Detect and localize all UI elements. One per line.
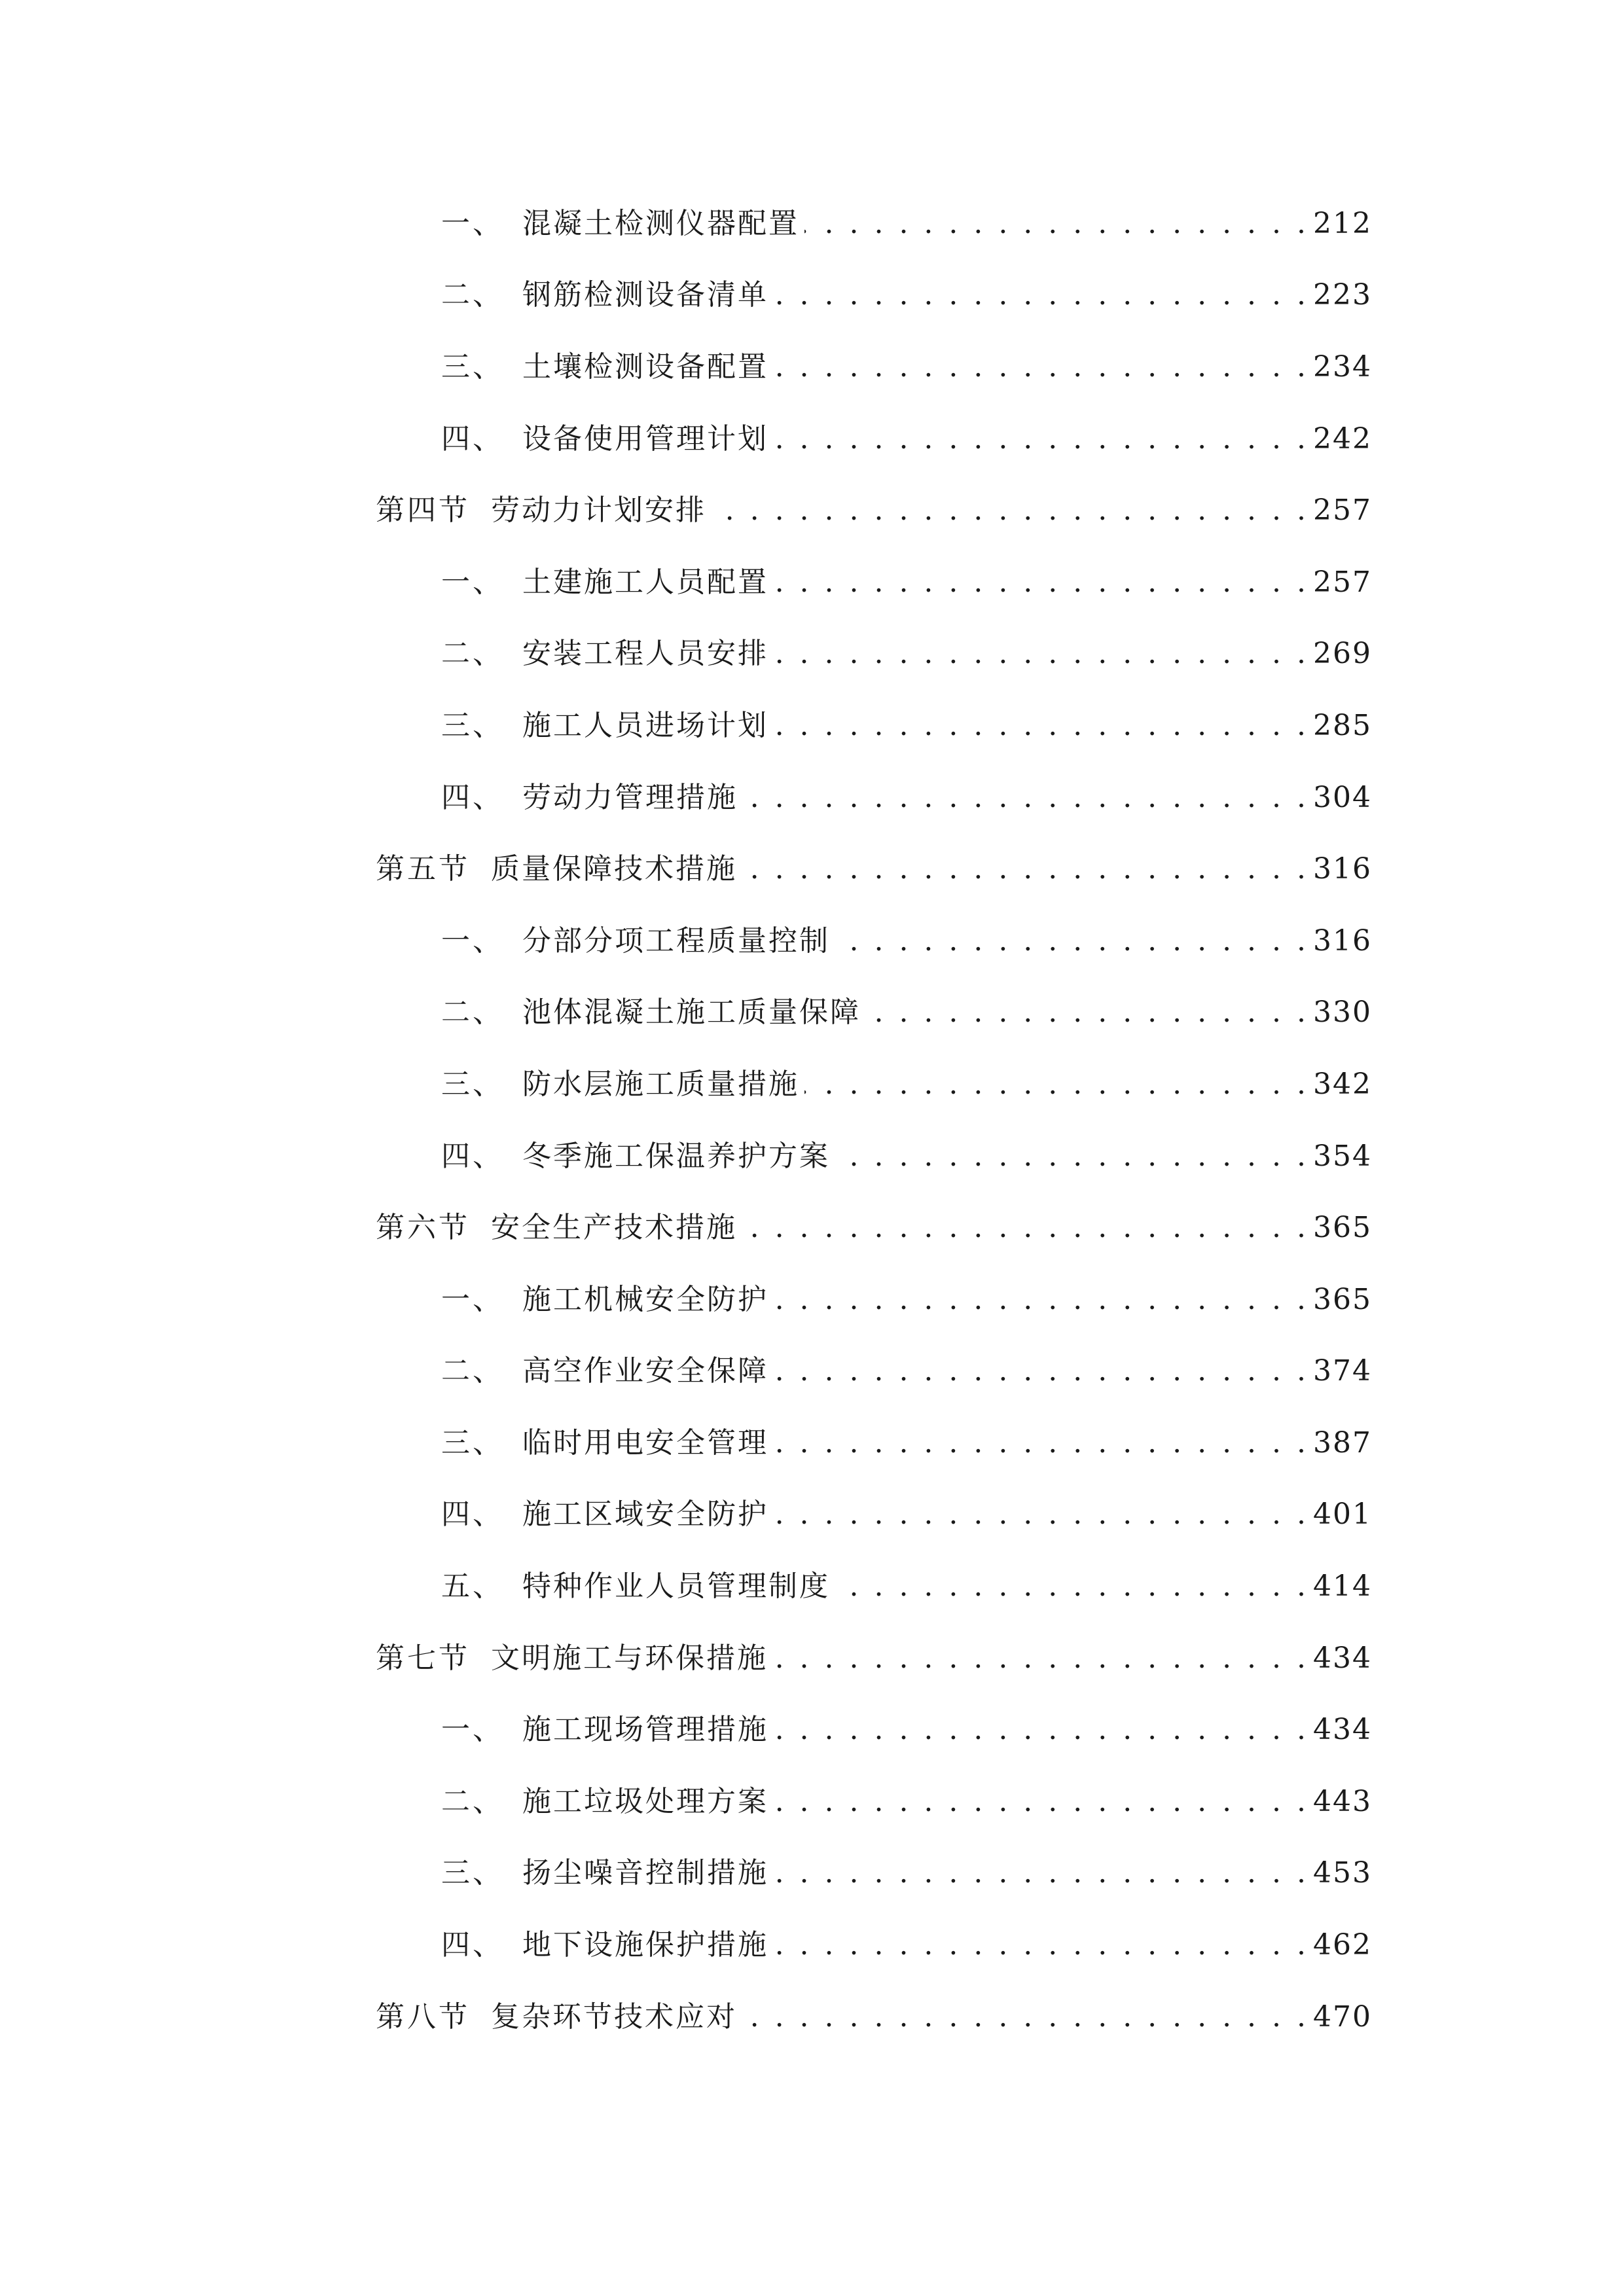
toc-dot-leader [712, 496, 1309, 525]
toc-dot-leader [774, 1787, 1309, 1816]
toc-entry-title: 冬季施工保温养护方案 [522, 1139, 830, 1173]
toc-entry-marker: 五、 [441, 1570, 504, 1604]
toc-dot-leader [774, 1357, 1309, 1386]
toc-entry-label [376, 780, 743, 814]
toc-dot-leader [742, 2003, 1309, 2032]
toc-entry-marker: 四、 [441, 1928, 504, 1962]
toc-entry-marker: 第八节 [376, 2000, 470, 2034]
toc-page-number: 316 [1313, 924, 1372, 958]
toc-section-entry[interactable] [376, 833, 1372, 905]
toc-entry-label [376, 1211, 742, 1245]
toc-page-number: 365 [1313, 1211, 1372, 1245]
toc-entry-marker: 二、 [441, 637, 504, 671]
toc-subsection-entry[interactable] [376, 762, 1372, 834]
toc-entry-title: 安装工程人员安排 [522, 637, 768, 671]
toc-entry-label [376, 1713, 774, 1747]
toc-section-entry[interactable] [376, 1981, 1372, 2053]
toc-dot-leader [835, 927, 1309, 956]
toc-entry-label [376, 1067, 804, 1101]
toc-entry-title: 劳动力计划安排 [491, 493, 706, 528]
toc-dot-leader [774, 1429, 1309, 1458]
toc-entry-title: 施工人员进场计划 [522, 708, 768, 742]
toc-entry-label [376, 278, 774, 312]
toc-entry-title: 施工机械安全防护 [522, 1282, 768, 1316]
toc-page-number: 414 [1313, 1570, 1372, 1604]
toc-subsection-entry[interactable] [376, 1909, 1372, 1981]
toc-entry-label [376, 565, 774, 599]
toc-entry-title: 质量保障技术措施 [491, 852, 737, 886]
toc-entry-marker: 二、 [441, 1354, 504, 1388]
toc-entry-marker: 第四节 [376, 493, 470, 528]
toc-page-number: 223 [1313, 278, 1372, 312]
toc-dot-leader [774, 353, 1309, 382]
toc-entry-label [376, 2000, 742, 2034]
toc-entry-label [376, 1928, 774, 1962]
toc-entry-marker: 四、 [441, 422, 504, 456]
toc-entry-marker: 第五节 [376, 852, 470, 886]
toc-entry-marker: 二、 [441, 996, 504, 1030]
toc-section-entry[interactable] [376, 1623, 1372, 1695]
toc-subsection-entry[interactable] [376, 1838, 1372, 1910]
toc-dot-leader [774, 711, 1309, 740]
toc-entry-title: 土壤检测设备配置 [522, 350, 768, 384]
toc-subsection-entry[interactable] [376, 1694, 1372, 1766]
toc-entry-title: 混凝土检测仪器配置 [522, 206, 799, 240]
toc-page-number: 285 [1313, 708, 1372, 742]
toc-entry-title: 特种作业人员管理制度 [522, 1570, 830, 1604]
toc-entry-marker: 第七节 [376, 1641, 470, 1675]
toc-dot-leader [773, 1644, 1309, 1673]
toc-dot-leader [774, 1285, 1309, 1314]
toc-entry-marker: 二、 [441, 278, 504, 312]
toc-entry-title: 设备使用管理计划 [522, 422, 768, 456]
toc-entry-label [376, 1426, 774, 1460]
toc-entry-label [376, 422, 774, 456]
toc-subsection-entry[interactable] [376, 188, 1372, 260]
toc-page-number: 365 [1313, 1282, 1372, 1316]
toc-entry-label [376, 350, 774, 384]
toc-entry-label [376, 493, 712, 528]
toc-entry-label [376, 1354, 774, 1388]
toc-entry-title: 池体混凝土施工质量保障 [522, 996, 861, 1030]
toc-subsection-entry[interactable] [376, 547, 1372, 619]
toc-subsection-entry[interactable] [376, 1264, 1372, 1336]
toc-entry-marker: 三、 [441, 350, 504, 384]
toc-page-number: 401 [1313, 1498, 1372, 1532]
toc-page-number: 212 [1313, 206, 1372, 240]
toc-entry-title: 土建施工人员配置 [522, 565, 768, 599]
toc-entry-title: 复杂环节技术应对 [491, 2000, 737, 2034]
toc-subsection-entry[interactable] [376, 331, 1372, 403]
toc-entry-label [376, 852, 742, 886]
toc-entry-title: 临时用电安全管理 [522, 1426, 768, 1460]
table-of-contents [376, 188, 1372, 2053]
toc-subsection-entry[interactable] [376, 905, 1372, 977]
toc-page-number: 354 [1313, 1139, 1372, 1173]
toc-entry-label [376, 1856, 774, 1890]
toc-subsection-entry[interactable] [376, 977, 1372, 1049]
toc-entry-marker: 三、 [441, 708, 504, 742]
toc-page-number: 434 [1313, 1641, 1372, 1675]
toc-dot-leader [804, 1070, 1309, 1099]
toc-entry-label [376, 1498, 774, 1532]
toc-dot-leader [866, 998, 1309, 1027]
toc-entry-label [376, 1784, 774, 1818]
toc-dot-leader [774, 281, 1309, 310]
toc-subsection-entry[interactable] [376, 1049, 1372, 1121]
toc-dot-leader [742, 855, 1309, 884]
toc-entry-marker: 四、 [441, 780, 504, 814]
toc-page-number: 462 [1313, 1928, 1372, 1962]
toc-subsection-entry[interactable] [376, 403, 1372, 475]
toc-subsection-entry[interactable] [376, 1336, 1372, 1408]
toc-page-number: 269 [1313, 637, 1372, 671]
toc-dot-leader [774, 639, 1309, 668]
toc-entry-label [376, 1139, 835, 1173]
toc-entry-marker: 一、 [441, 1282, 504, 1316]
toc-page-number: 257 [1313, 493, 1372, 528]
toc-entry-title: 高空作业安全保障 [522, 1354, 768, 1388]
toc-subsection-entry[interactable] [376, 1766, 1372, 1838]
toc-entry-label [376, 1570, 835, 1604]
toc-page-number: 234 [1313, 350, 1372, 384]
toc-entry-marker: 一、 [441, 924, 504, 958]
toc-subsection-entry[interactable] [376, 1407, 1372, 1479]
toc-entry-label [376, 1641, 773, 1675]
toc-entry-marker: 一、 [441, 565, 504, 599]
toc-entry-label [376, 924, 835, 958]
toc-entry-label [376, 1282, 774, 1316]
toc-entry-marker: 四、 [441, 1139, 504, 1173]
toc-subsection-entry[interactable] [376, 1121, 1372, 1193]
toc-dot-leader [742, 1213, 1309, 1242]
toc-page-number: 453 [1313, 1856, 1372, 1890]
toc-entry-title: 扬尘噪音控制措施 [522, 1856, 768, 1890]
toc-dot-leader [774, 1500, 1309, 1529]
toc-page-number: 242 [1313, 422, 1372, 456]
toc-entry-marker: 二、 [441, 1784, 504, 1818]
toc-page-number: 387 [1313, 1426, 1372, 1460]
toc-page-number: 316 [1313, 852, 1372, 886]
toc-entry-title: 劳动力管理措施 [522, 780, 738, 814]
toc-entry-title: 钢筋检测设备清单 [522, 278, 768, 312]
toc-dot-leader [774, 425, 1309, 454]
toc-subsection-entry[interactable] [376, 1479, 1372, 1551]
toc-entry-title: 防水层施工质量措施 [522, 1067, 799, 1101]
toc-dot-leader [835, 1572, 1309, 1601]
toc-entry-marker: 一、 [441, 1713, 504, 1747]
toc-dot-leader [774, 1931, 1309, 1960]
toc-entry-marker: 一、 [441, 206, 504, 240]
toc-entry-title: 分部分项工程质量控制 [522, 924, 830, 958]
toc-dot-leader [774, 568, 1309, 597]
toc-section-entry[interactable] [376, 475, 1372, 547]
toc-page-number: 330 [1313, 996, 1372, 1030]
toc-subsection-entry[interactable] [376, 619, 1372, 691]
toc-dot-leader [774, 1715, 1309, 1744]
toc-page-number: 434 [1313, 1713, 1372, 1747]
toc-entry-label [376, 637, 774, 671]
toc-entry-marker: 第六节 [376, 1211, 470, 1245]
toc-entry-label [376, 708, 774, 742]
toc-entry-title: 施工垃圾处理方案 [522, 1784, 768, 1818]
toc-subsection-entry[interactable] [376, 1551, 1372, 1623]
toc-entry-marker: 三、 [441, 1856, 504, 1890]
toc-entry-marker: 四、 [441, 1498, 504, 1532]
toc-entry-title: 施工现场管理措施 [522, 1713, 768, 1747]
toc-entry-marker: 三、 [441, 1067, 504, 1101]
toc-section-entry[interactable] [376, 1192, 1372, 1264]
toc-dot-leader [774, 1859, 1309, 1888]
toc-entry-title: 地下设施保护措施 [522, 1928, 768, 1962]
toc-entry-title: 施工区域安全防护 [522, 1498, 768, 1532]
toc-page-number: 257 [1313, 565, 1372, 599]
toc-subsection-entry[interactable] [376, 690, 1372, 762]
toc-dot-leader [743, 783, 1309, 812]
toc-page-number: 374 [1313, 1354, 1372, 1388]
toc-subsection-entry[interactable] [376, 260, 1372, 332]
toc-entry-label [376, 206, 804, 240]
toc-page-number: 470 [1313, 2000, 1372, 2034]
toc-page-number: 443 [1313, 1784, 1372, 1818]
toc-dot-leader [804, 209, 1309, 238]
toc-page-number: 304 [1313, 780, 1372, 814]
toc-page-number: 342 [1313, 1067, 1372, 1101]
toc-entry-title: 文明施工与环保措施 [491, 1641, 768, 1675]
toc-entry-label [376, 996, 866, 1030]
toc-dot-leader [835, 1142, 1309, 1171]
toc-entry-title: 安全生产技术措施 [491, 1211, 737, 1245]
toc-entry-marker: 三、 [441, 1426, 504, 1460]
